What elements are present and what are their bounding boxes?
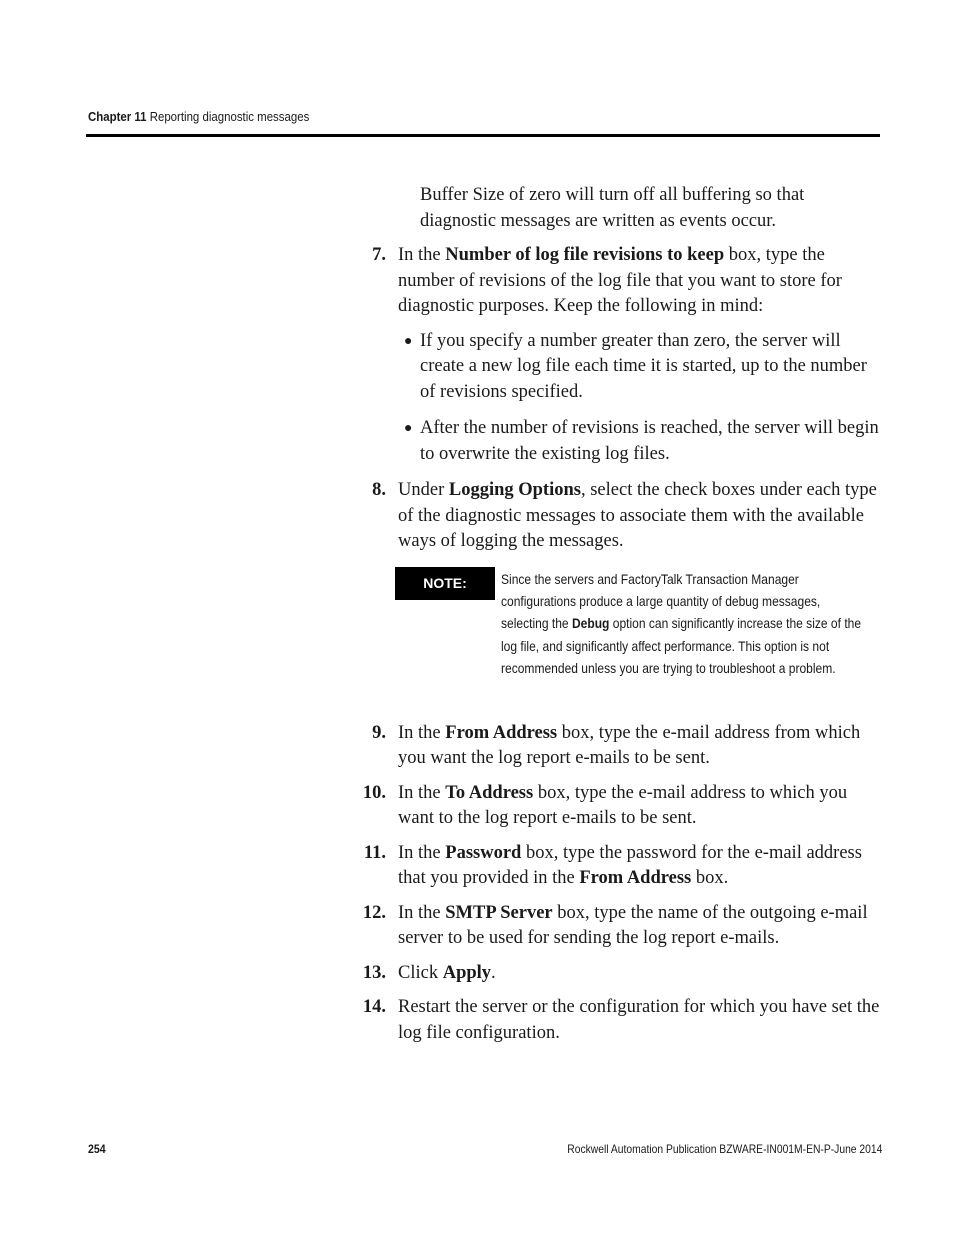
chapter-label: Chapter 11 xyxy=(88,109,147,124)
step-number: 14. xyxy=(362,997,386,1017)
ui-term: Logging Options xyxy=(448,480,581,500)
step-13: 13. Click Apply. xyxy=(358,961,880,987)
main-content xyxy=(358,183,880,1055)
bullet-icon: ● xyxy=(404,333,413,349)
ui-term: Number of log file revisions to keep xyxy=(445,245,725,265)
list-item: ● After the number of revisions is reached, the server will begin to overwrite the existing log files. xyxy=(404,418,879,464)
step-number: 11. xyxy=(363,842,386,863)
publication-info: Rockwell Automation Publication BZWARE-IN001M-EN-P-June 2014 xyxy=(566,1142,882,1156)
step-number: 13. xyxy=(362,962,386,983)
step-7: 7. In the Number of log file revisions to keep box, type the number of revisions of the log file that you want to store for diagnostic purposes. Keep the following in mind: xyxy=(358,243,880,320)
note-label: NOTE: xyxy=(395,567,495,600)
note-text: Since the servers and FactoryTalk Transaction Manager configurations produce a large quantity of debug messages, selecting the Debug option can significantly increase the size of the log file, and significantly affect performance. This option is not recommended unless you are trying to troubleshoot a problem. xyxy=(501,570,862,677)
ui-term: From Address xyxy=(579,868,692,888)
ui-term: From Address xyxy=(445,722,558,743)
step-12: 12. In the SMTP Server box, type the name of the outgoing e-mail server to be used for sending the log report e-mails. xyxy=(358,901,880,952)
step-8: 8. Under Logging Options, select the check boxes under each type of the diagnostic messages to associate them with the available ways of logging the messages. xyxy=(358,478,880,555)
step-number: 9. xyxy=(372,722,386,743)
step-number: 12. xyxy=(362,902,386,923)
ui-term: Apply xyxy=(442,962,492,983)
ui-term: SMTP Server xyxy=(445,902,553,923)
step-11: 11. In the Password box, type the password for the e-mail address that you provided in the From Address box. xyxy=(358,841,880,892)
ui-term: Password xyxy=(445,842,522,863)
header-rule xyxy=(86,134,880,137)
step-9: 9. In the From Address box, type the e-mail address from which you want the log report e-mails to be sent. xyxy=(358,721,880,772)
step-number: 10. xyxy=(362,782,386,803)
ui-term: To Address xyxy=(445,782,534,803)
step-14: 14. Restart the server or the configuration for which you have set the log file configuration. xyxy=(358,995,880,1046)
chapter-title: Reporting diagnostic messages xyxy=(149,109,310,124)
note-box xyxy=(358,567,880,715)
bullet-icon: ● xyxy=(404,421,413,436)
intro-paragraph: Buffer Size of zero will turn off all buffering so that diagnostic messages are written as events occur. xyxy=(420,185,805,231)
step-number: 8. xyxy=(372,480,386,500)
step-10: 10. In the To Address box, type the e-mail address to which you want to the log report e-mails to be sent. xyxy=(358,781,880,832)
step-number: 7. xyxy=(372,245,386,265)
running-header xyxy=(88,109,309,124)
list-item: ● If you specify a number greater than zero, the server will create a new log file each time it is started, up to the number of revisions specified. xyxy=(404,330,867,402)
page-number: 254 xyxy=(88,1142,106,1156)
